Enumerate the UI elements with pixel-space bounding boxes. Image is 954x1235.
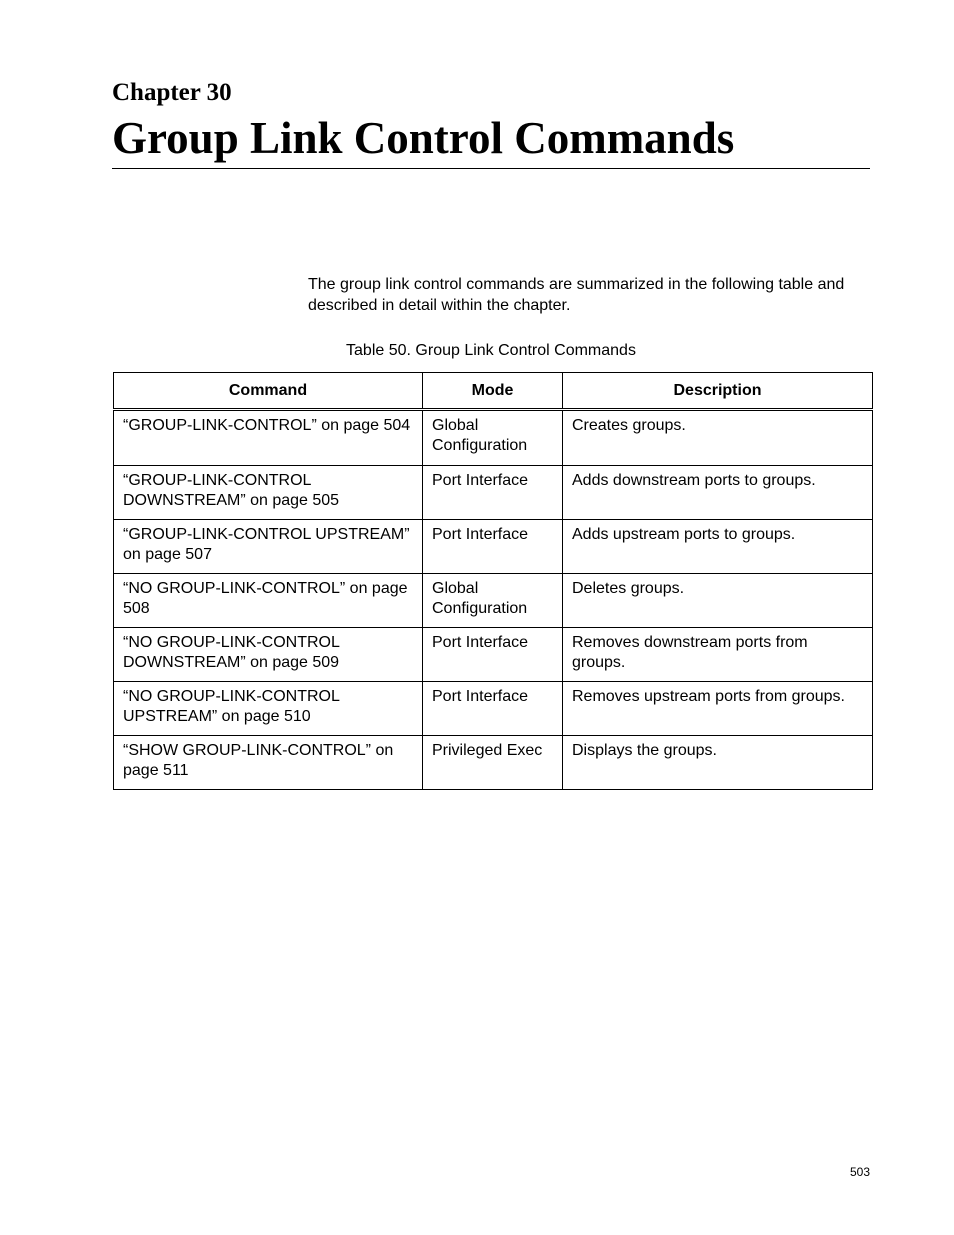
description-cell: Removes downstream ports from groups. [563, 628, 873, 682]
mode-cell: Port Interface [423, 466, 563, 520]
page-number: 503 [849, 1165, 870, 1179]
table-header-row [114, 373, 873, 410]
intro-paragraph: The group link control commands are summarized in the following table and described in detail within the chapter. [308, 276, 845, 314]
command-link[interactable]: “GROUP-LINK-CONTROL UPSTREAM” on page 507 [114, 520, 423, 574]
mode-cell: Privileged Exec [423, 736, 563, 790]
table-row [114, 736, 873, 790]
chapter-label: Chapter 30 [112, 79, 232, 106]
chapter-title: Group Link Control Commands [112, 113, 735, 163]
description-cell: Removes upstream ports from groups. [563, 682, 873, 736]
description-cell: Displays the groups. [563, 736, 873, 790]
title-divider [112, 168, 870, 169]
command-link[interactable]: “GROUP-LINK-CONTROL DOWNSTREAM” on page 505 [114, 466, 423, 520]
description-cell: Adds downstream ports to groups. [563, 466, 873, 520]
header-command: Command [114, 373, 423, 410]
mode-cell: Global Configuration [423, 574, 563, 628]
command-link[interactable]: “NO GROUP-LINK-CONTROL” on page 508 [114, 574, 423, 628]
description-cell: Deletes groups. [563, 574, 873, 628]
header-description: Description [563, 373, 873, 410]
description-cell: Creates groups. [563, 410, 873, 466]
mode-cell: Port Interface [423, 682, 563, 736]
table-row [114, 628, 873, 682]
command-link[interactable]: “NO GROUP-LINK-CONTROL UPSTREAM” on page 510 [114, 682, 423, 736]
table-row [114, 466, 873, 520]
header-mode: Mode [423, 373, 563, 410]
table-caption: Table 50. Group Link Control Commands [346, 342, 636, 359]
description-cell: Adds upstream ports to groups. [563, 520, 873, 574]
table-row [114, 574, 873, 628]
table-row [114, 410, 873, 466]
table-row [114, 682, 873, 736]
command-link[interactable]: “NO GROUP-LINK-CONTROL DOWNSTREAM” on page 509 [114, 628, 423, 682]
commands-table [113, 372, 873, 790]
table-row [114, 520, 873, 574]
command-link[interactable]: “SHOW GROUP-LINK-CONTROL” on page 511 [114, 736, 423, 790]
mode-cell: Port Interface [423, 520, 563, 574]
mode-cell: Global Configuration [423, 410, 563, 466]
mode-cell: Port Interface [423, 628, 563, 682]
command-link[interactable]: “GROUP-LINK-CONTROL” on page 504 [114, 410, 423, 466]
